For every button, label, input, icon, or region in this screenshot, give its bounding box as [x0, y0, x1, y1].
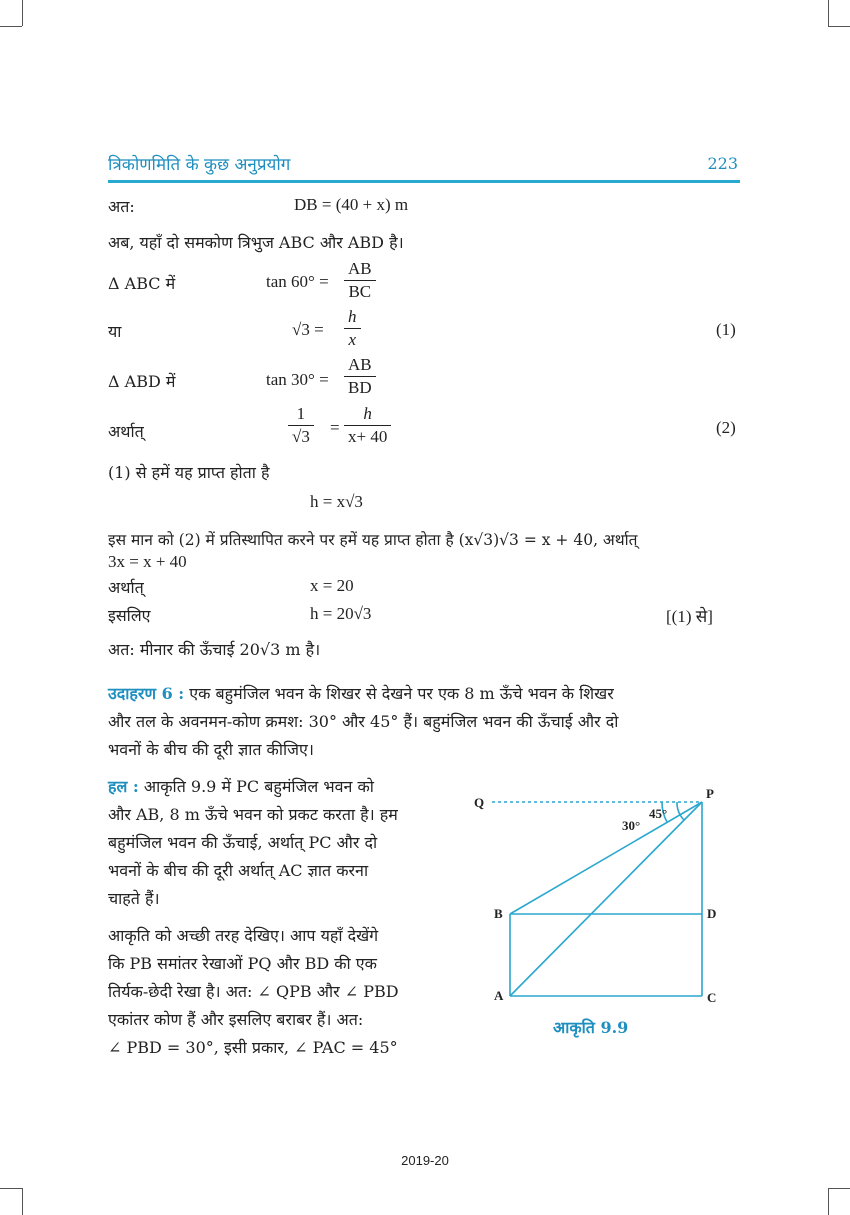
chapter-title: त्रिकोणमिति के कुछ अनुप्रयोग	[108, 155, 291, 175]
equation-tag: [(1) से]	[666, 607, 713, 626]
equation: 3x = x + 40	[108, 552, 187, 571]
label-q: Q	[474, 795, 485, 810]
text-line: (1) से हमें यह प्राप्त होता है	[108, 463, 270, 482]
figure-9-9	[470, 780, 730, 1020]
example-text: एक बहुमंजिल भवन के शिखर से देखने पर एक 8 m ऊँचे भवन के शिखर	[189, 684, 614, 703]
conclusion-line: अत: मीनार की ऊँचाई 20√3 m है।	[108, 640, 321, 659]
label-b: B	[494, 906, 503, 921]
page-number: 223	[707, 154, 738, 173]
solution-line: भवनों के बीच की दूरी अर्थात् AC ज्ञात करना	[108, 861, 369, 880]
fraction	[288, 403, 314, 448]
solution-line: बहुमंजिल भवन की ऊँचाई, अर्थात् PC और दो	[108, 833, 378, 852]
denominator: √3	[292, 427, 310, 446]
equation: h = 20√3	[310, 604, 372, 623]
crop-mark	[0, 1188, 22, 1189]
label-d: D	[707, 906, 717, 921]
equals-sign: =	[330, 418, 340, 437]
example-line: भवनों के बीच की दूरी ज्ञात कीजिए।	[108, 740, 314, 759]
label-c: C	[707, 990, 717, 1005]
equation-lhs: tan 30° =	[266, 370, 329, 389]
numerator: 1	[288, 403, 314, 426]
crop-mark	[828, 0, 829, 26]
line-label: अर्थात्	[108, 422, 144, 441]
equation-tag: (1)	[716, 320, 736, 339]
numerator: AB	[344, 354, 376, 377]
denominator: x+ 40	[348, 427, 388, 446]
solution-line	[108, 775, 374, 797]
solution-line: ∠ PBD = 30°, इसी प्रकार, ∠ PAC = 45°	[108, 1038, 398, 1057]
line-label: इसलिए	[108, 606, 151, 625]
solution-line: तिर्यक-छेदी रेखा है। अत: ∠ QPB और ∠ PBD	[108, 982, 399, 1001]
example-line	[108, 682, 614, 704]
solution-line: चाहते हैं।	[108, 889, 160, 908]
text-line: इस मान को (2) में प्रतिस्थापित करने पर हमें यह प्राप्त होता है (x√3)√3 = x + 40, अर्थात्	[108, 531, 638, 549]
solution-line: एकांतर कोण हैं और इसलिए बराबर हैं। अत:	[108, 1010, 364, 1029]
solution-line: और AB, 8 m ऊँचे भवन को प्रकट करता है। हम	[108, 805, 398, 824]
angle-label-45: 45°	[649, 806, 668, 821]
label-a: A	[494, 988, 504, 1003]
crop-mark	[828, 1188, 829, 1215]
fraction	[344, 354, 376, 399]
angle-arc-45	[677, 802, 684, 820]
numerator: AB	[344, 258, 376, 281]
denominator: BC	[348, 282, 372, 301]
angle-label-30: 30°	[622, 818, 641, 833]
equation-lhs: √3 =	[292, 320, 324, 339]
equation-lhs: tan 60° =	[266, 272, 329, 291]
fraction	[344, 306, 361, 351]
solution-line: आकृति को अच्छी तरह देखिए। आप यहाँ देखेंगे	[108, 926, 379, 945]
example-line: और तल के अवनमन-कोण क्रमश: 30° और 45° हैं। बहुमंजिल भवन की ऊँचाई और दो	[108, 712, 619, 731]
solution-text: आकृति 9.9 में PC बहुमंजिल भवन को	[143, 777, 374, 796]
denominator: x	[348, 330, 357, 349]
line-label: Δ ABD में	[108, 372, 176, 391]
crop-mark	[22, 0, 23, 26]
text-line: अब, यहाँ दो समकोण त्रिभुज ABC और ABD है।	[108, 233, 404, 252]
crop-mark	[0, 26, 22, 27]
solution-label: हल :	[108, 777, 139, 796]
equation-tag: (2)	[716, 418, 736, 437]
line-pa	[510, 802, 702, 996]
equation: DB = (40 + x) m	[294, 195, 409, 214]
numerator: h	[344, 403, 391, 426]
crop-mark	[828, 26, 850, 27]
denominator: BD	[348, 378, 372, 397]
example-label: उदाहरण 6 :	[108, 684, 185, 703]
equation: h = x√3	[310, 492, 363, 511]
equation: x = 20	[310, 576, 354, 595]
line-label: अत:	[108, 197, 135, 216]
line-label: अर्थात्	[108, 578, 144, 597]
fraction	[344, 403, 391, 448]
numerator: h	[344, 306, 361, 329]
fraction	[344, 258, 376, 303]
label-p: P	[706, 786, 714, 801]
crop-mark	[22, 1188, 23, 1215]
solution-line: कि PB समांतर रेखाओं PQ और BD की एक	[108, 954, 377, 973]
crop-mark	[828, 1188, 850, 1189]
line-pb	[510, 802, 702, 914]
footer-year: 2019-20	[401, 1153, 449, 1168]
running-header	[108, 152, 740, 183]
line-label: Δ ABC में	[108, 274, 176, 293]
line-label: या	[108, 322, 122, 341]
figure-caption: आकृति 9.9	[553, 1018, 629, 1037]
